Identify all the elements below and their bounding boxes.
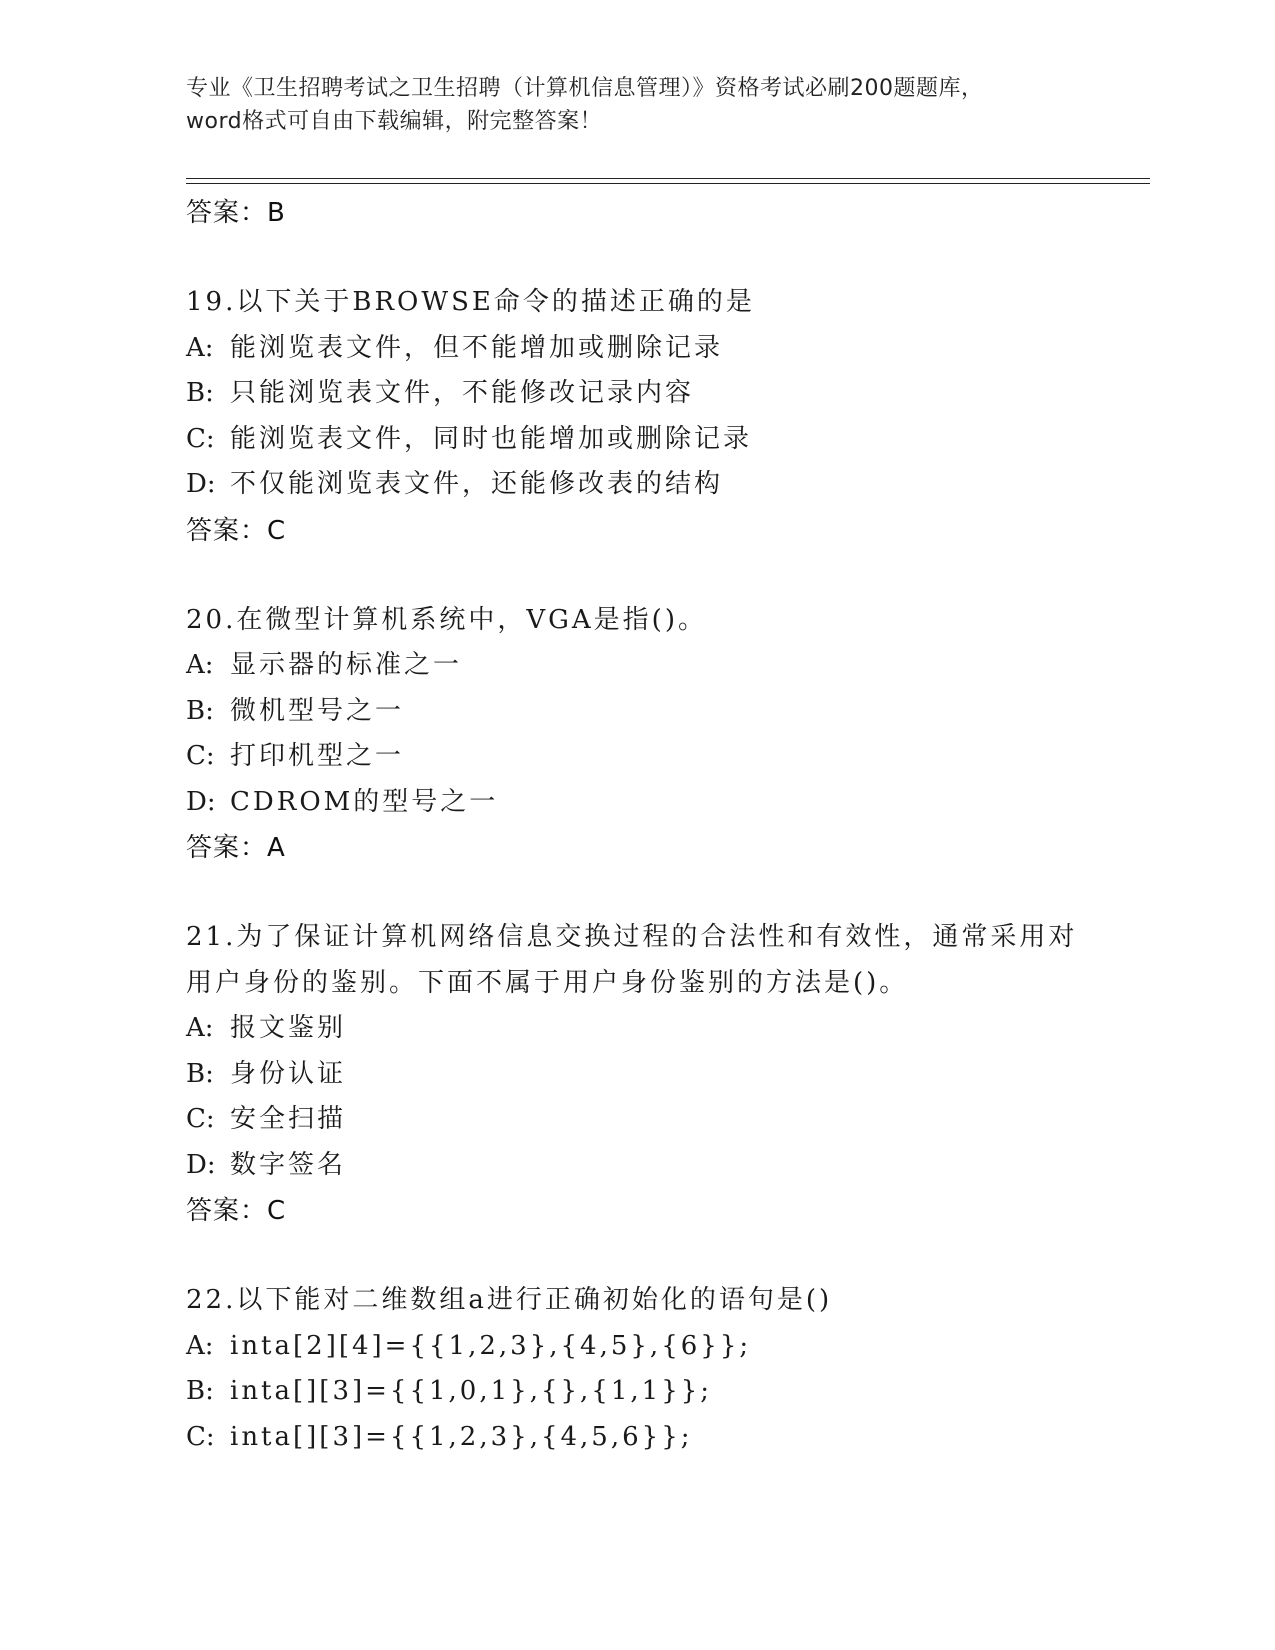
question-22 [186, 1278, 1086, 1460]
option-text: 安全扫描 [230, 1104, 347, 1134]
option-d [186, 1143, 1086, 1189]
option-a [186, 643, 1086, 689]
document-body [186, 190, 1086, 1460]
header-divider-bottom [186, 183, 1150, 184]
header-line-2: word格式可自由下载编辑，附完整答案！ [186, 109, 603, 134]
option-letter: D: [186, 786, 216, 817]
question-21 [186, 915, 1086, 1234]
option-text: 打印机型之一 [230, 741, 405, 771]
answer-prev-question: 答案：B [186, 198, 286, 228]
question-stem: 20.在微型计算机系统中，VGA是指()。 [186, 604, 707, 635]
option-letter: B: [186, 1376, 214, 1406]
option-d [186, 780, 1086, 826]
option-letter: B: [186, 1058, 214, 1089]
option-b [186, 1369, 1086, 1415]
header-line-1: 专业《卫生招聘考试之卫生招聘（计算机信息管理）》资格考试必刷200题题库， [186, 76, 984, 101]
question-stem: 21.为了保证计算机网络信息交换过程的合法性和有效性，通常采用对用户身份的鉴别。下面不属于用户身份鉴别的方法是()。 [186, 922, 1078, 998]
option-letter: A: [186, 332, 214, 363]
question-stem: 19.以下关于BROWSE命令的描述正确的是 [186, 287, 755, 317]
answer: 答案：C [186, 515, 287, 546]
question-stem: 22.以下能对二维数组a进行正确初始化的语句是() [186, 1285, 833, 1315]
option-letter: C: [186, 1104, 215, 1134]
question-19 [186, 280, 1086, 554]
page-header [186, 72, 1086, 138]
option-c [186, 1097, 1086, 1143]
header-divider-top [186, 178, 1150, 179]
option-letter: A: [186, 1013, 214, 1043]
option-text: inta[][3]={{1,2,3},{4,5,6}}; [230, 1421, 693, 1452]
option-a [186, 1006, 1086, 1052]
option-b [186, 1052, 1086, 1098]
option-text: 能浏览表文件，但不能增加或删除记录 [230, 332, 724, 363]
option-text: 报文鉴别 [230, 1013, 347, 1043]
option-text: 微机型号之一 [230, 695, 405, 726]
option-text: 不仅能浏览表文件，还能修改表的结构 [230, 469, 724, 499]
option-text: CDROM的型号之一 [230, 786, 499, 817]
option-letter: C: [186, 1421, 215, 1452]
option-d [186, 462, 1086, 508]
option-letter: A: [186, 1330, 214, 1361]
option-text: 能浏览表文件，同时也能增加或删除记录 [230, 423, 753, 454]
option-text: 只能浏览表文件，不能修改记录内容 [230, 378, 695, 408]
option-a [186, 326, 1086, 372]
option-text: 显示器的标准之一 [230, 650, 463, 680]
question-20 [186, 598, 1086, 872]
option-letter: C: [186, 423, 215, 454]
option-text: 身份认证 [230, 1058, 347, 1089]
option-b [186, 371, 1086, 417]
option-c [186, 734, 1086, 780]
option-letter: D: [186, 469, 216, 499]
option-letter: A: [186, 650, 214, 680]
option-c [186, 417, 1086, 463]
option-c [186, 1415, 1086, 1461]
option-text: 数字签名 [230, 1149, 347, 1180]
option-letter: C: [186, 741, 215, 771]
option-b [186, 689, 1086, 735]
option-text: inta[2][4]={{1,2,3},{4,5},{6}}; [230, 1330, 752, 1361]
option-text: inta[][3]={{1,0,1},{},{1,1}}; [230, 1376, 713, 1406]
answer: 答案：C [186, 1196, 287, 1226]
option-letter: B: [186, 695, 214, 726]
option-letter: B: [186, 378, 214, 408]
option-a [186, 1324, 1086, 1370]
option-letter: D: [186, 1149, 216, 1180]
answer: 答案：A [186, 833, 286, 863]
